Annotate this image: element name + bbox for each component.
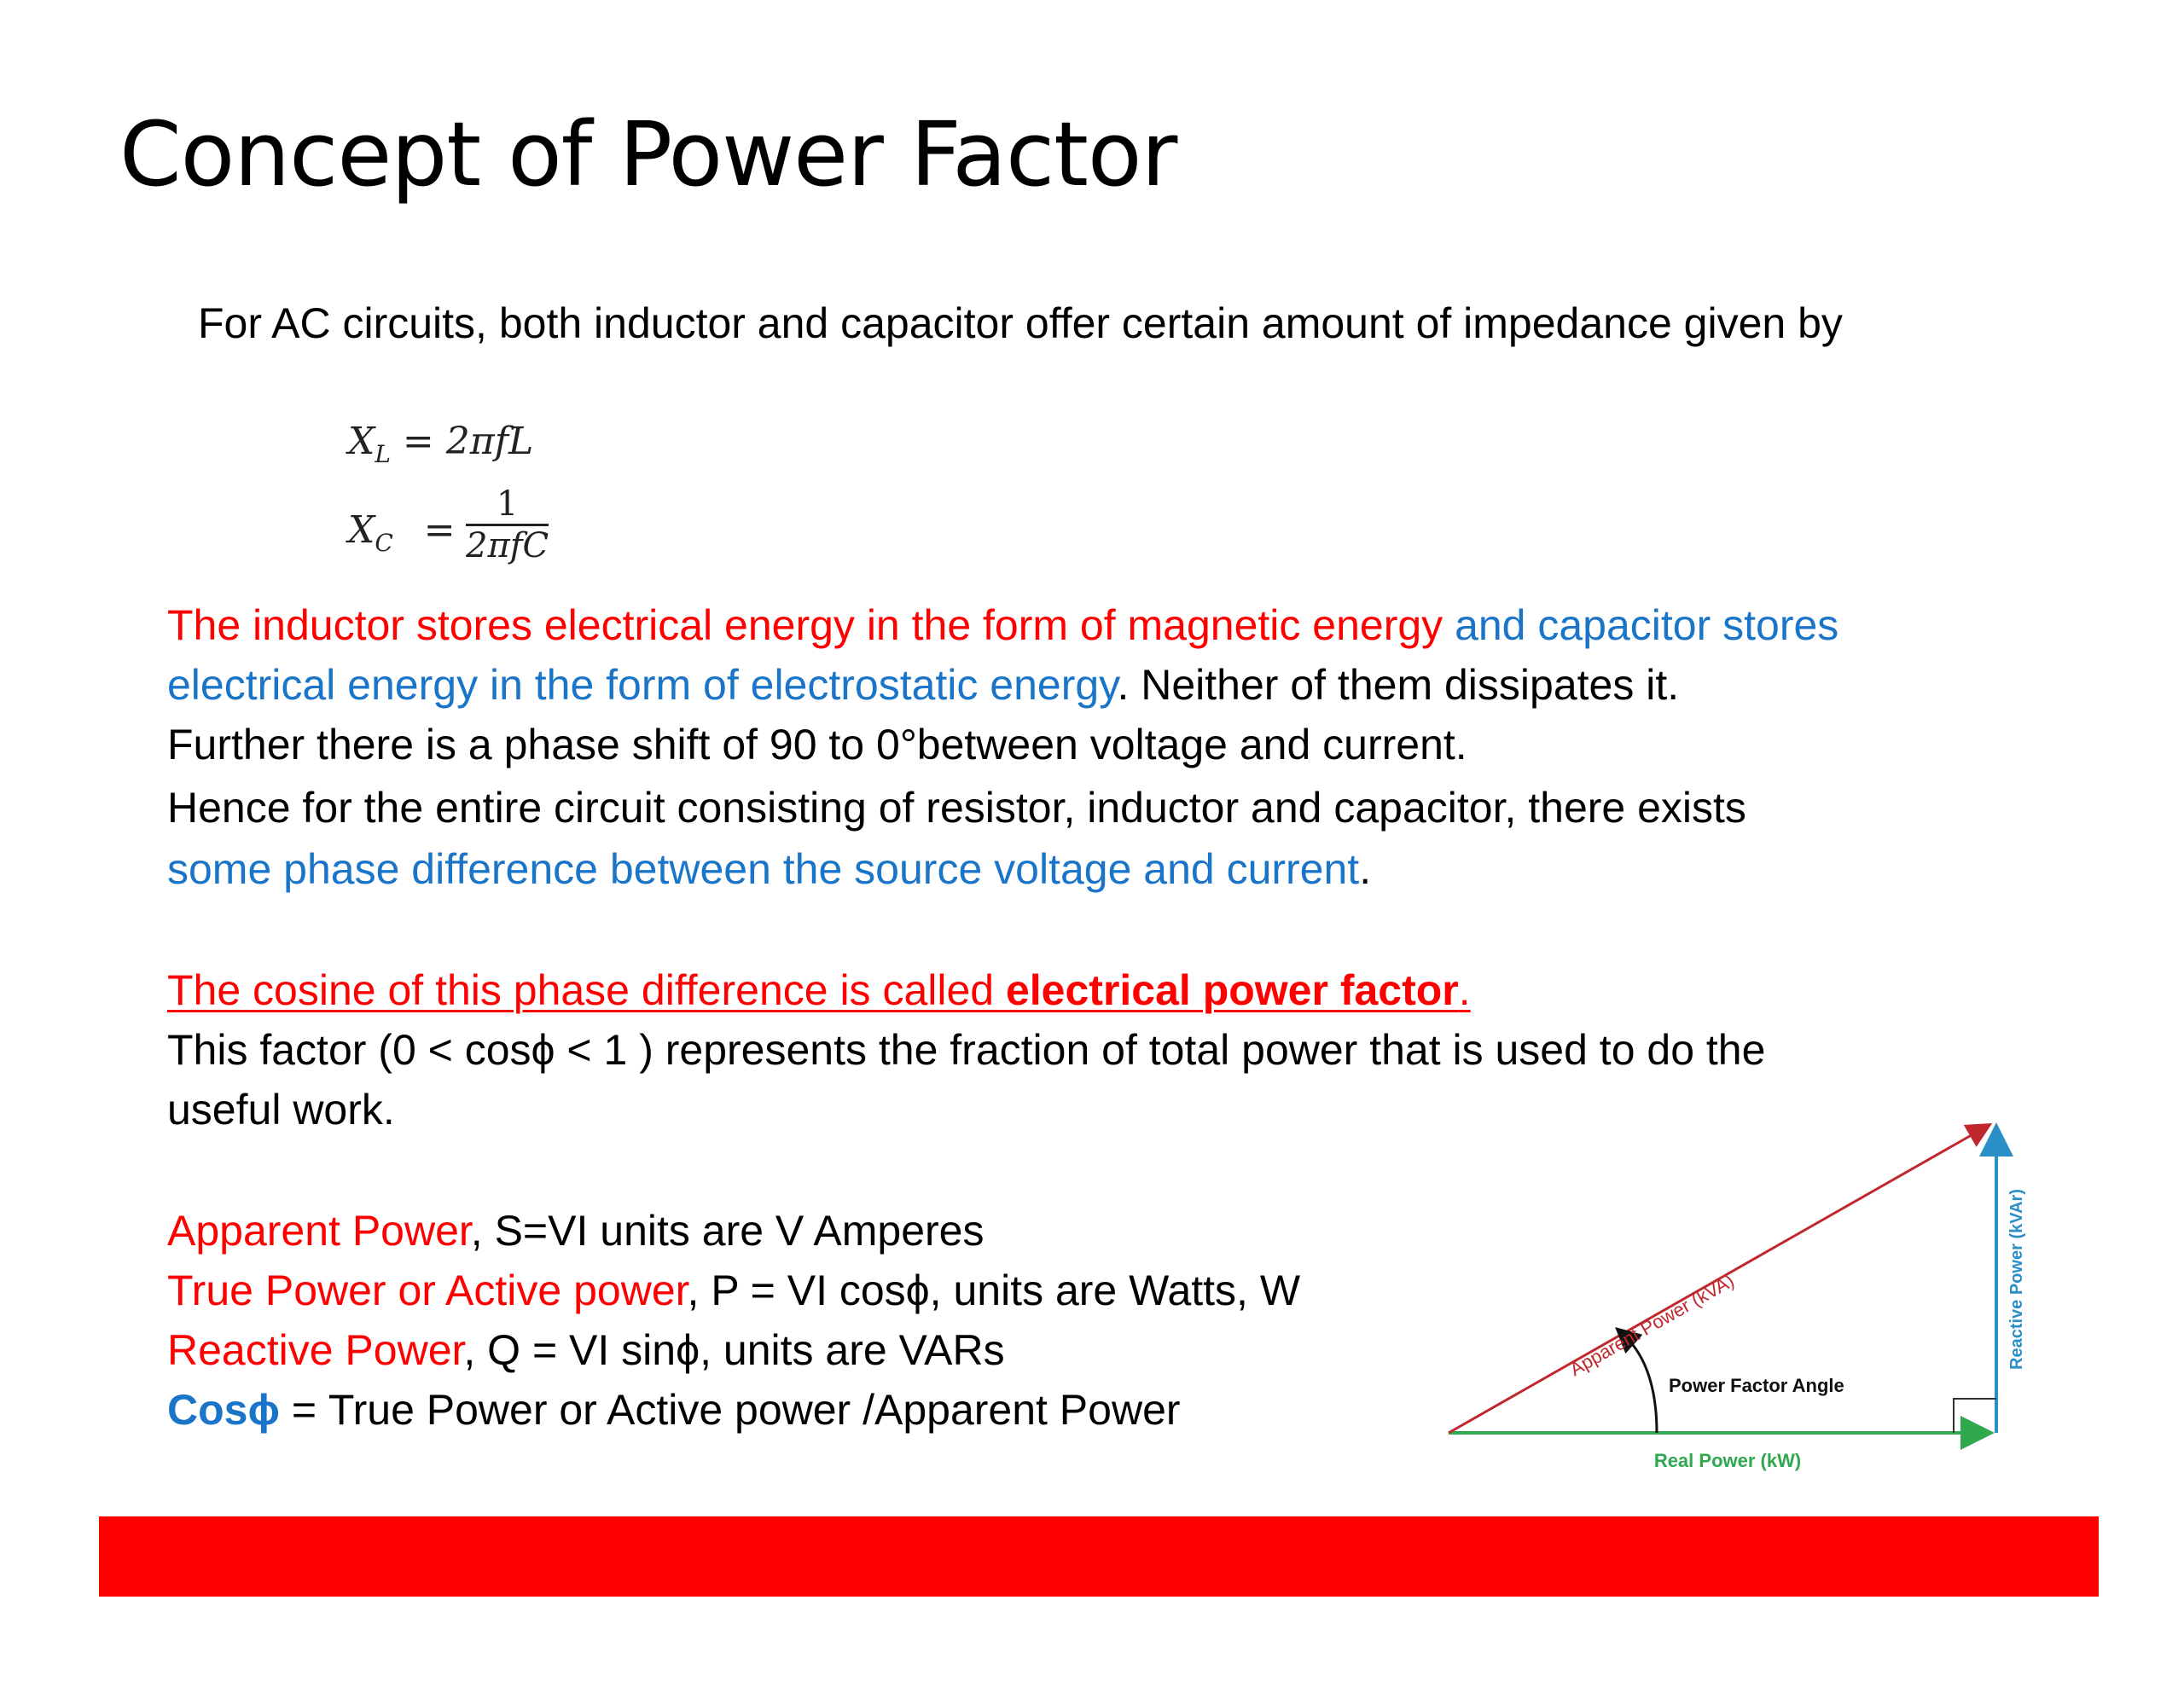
- true-power-label: True Power or Active power: [167, 1267, 688, 1314]
- phase-difference-statement: some phase difference between the source voltage and current: [167, 845, 1360, 893]
- xc-symbol: X: [348, 508, 375, 552]
- xl-rhs: = 2πfL: [402, 420, 534, 463]
- xl-symbol: X: [348, 420, 375, 463]
- reactive-power-label: Reactive Power: [167, 1326, 464, 1374]
- para1-line5: [167, 845, 1372, 893]
- reactive-power-line: [167, 1326, 1005, 1374]
- xc-numerator: 1: [466, 484, 549, 526]
- xc-subscript: C: [375, 528, 393, 557]
- xc-denominator: 2πfC: [466, 526, 549, 565]
- para2-line3: useful work.: [167, 1086, 395, 1133]
- xc-fraction: [466, 484, 549, 565]
- cos-phi-text: = True Power or Active power /Apparent Power: [279, 1386, 1181, 1434]
- true-power-line: [167, 1269, 1300, 1312]
- definition-text: The cosine of this phase difference is called: [167, 966, 1006, 1014]
- power-factor-angle-label: Power Factor Angle: [1669, 1375, 1844, 1396]
- definition-end: .: [1458, 966, 1471, 1014]
- real-power-label-diagram: Real Power (kW): [1653, 1450, 1802, 1471]
- para1-line4: Hence for the entire circuit consisting of resistor, inductor and capacitor, there exists: [167, 784, 1746, 832]
- dissipation-statement: . Neither of them dissipates it.: [1117, 661, 1680, 709]
- inductive-reactance-equation: [348, 420, 533, 468]
- xl-subscript: L: [375, 439, 391, 468]
- xc-equals: =: [423, 508, 456, 552]
- definition-term: electrical power factor: [1005, 966, 1459, 1014]
- apparent-power-label: Apparent Power: [167, 1207, 471, 1255]
- apparent-power-text: , S=VI units are V Amperes: [470, 1207, 985, 1255]
- para1-line3: Further there is a phase shift of 90 to 0°between voltage and current.: [167, 721, 1467, 768]
- period: .: [1359, 845, 1372, 893]
- intro-text: For AC circuits, both inductor and capacitor offer certain amount of impedance given by: [198, 299, 1843, 347]
- capacitor-statement-end: electrical energy in the form of electrostatic energy: [167, 661, 1118, 709]
- true-power-text: , P = VI cosϕ, units are Watts, W: [687, 1267, 1301, 1314]
- para1-line2: [167, 661, 1680, 709]
- power-triangle-diagram: [1433, 1109, 2048, 1484]
- footer-bar: [99, 1516, 2099, 1597]
- power-factor-definition: [167, 966, 1471, 1014]
- para2-line2: This factor (0 < cosϕ < 1 ) represents the fraction of total power that is used to do the: [167, 1026, 1766, 1074]
- cos-phi-label: Cosϕ: [167, 1386, 280, 1434]
- apparent-power-label-diagram: Apparent Power (kVA): [1565, 1269, 1738, 1381]
- right-angle-marker: [1954, 1399, 1996, 1433]
- capacitor-statement-start: and capacitor stores: [1443, 601, 1839, 649]
- capacitive-reactance-equation: [348, 508, 456, 557]
- inductor-statement: The inductor stores electrical energy in the form of magnetic energy: [167, 601, 1443, 649]
- para1-line1: [167, 601, 1839, 649]
- apparent-power-line: [167, 1207, 985, 1255]
- reactive-power-label-diagram: Reactive Power (kVAr): [2007, 1189, 2026, 1370]
- cos-phi-line: [167, 1386, 1181, 1434]
- page-title: Concept of Power Factor: [119, 102, 1177, 206]
- reactive-power-text: , Q = VI sinϕ, units are VARs: [463, 1326, 1005, 1374]
